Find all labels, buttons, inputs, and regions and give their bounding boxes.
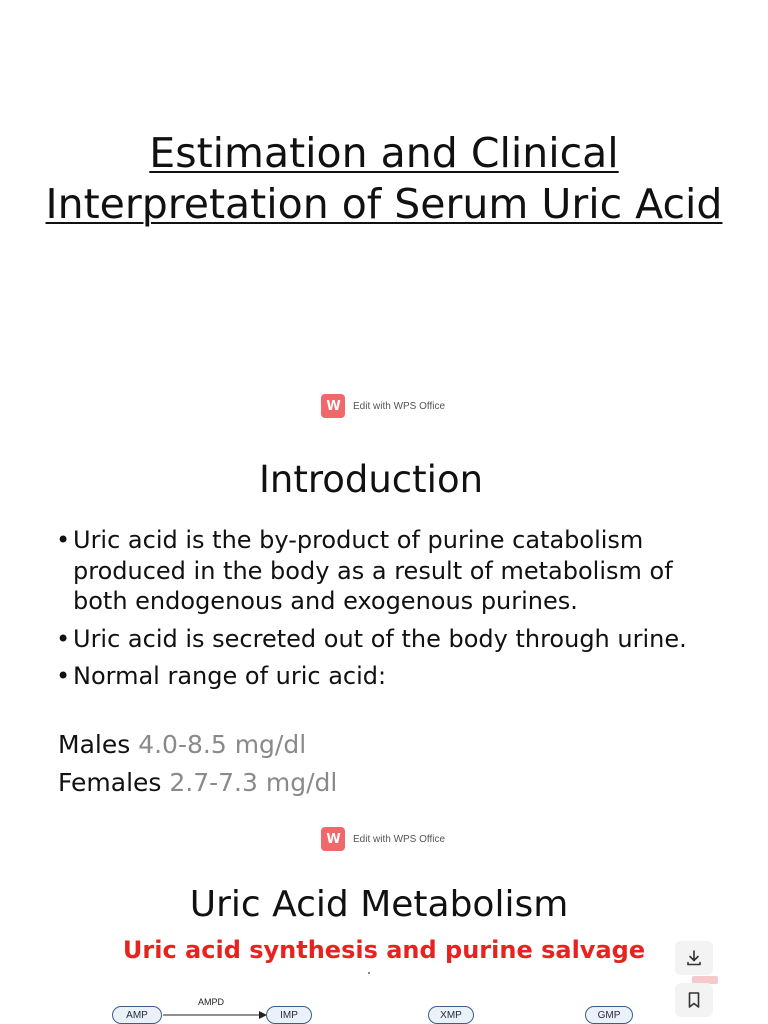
diagram-node-xmp: XMP	[428, 1006, 474, 1024]
range-females	[58, 768, 337, 797]
wps-watermark[interactable]	[321, 827, 445, 851]
diagram-dot	[368, 972, 370, 974]
wps-logo-icon: W	[321, 827, 345, 851]
section-heading-introduction: Introduction	[258, 458, 484, 501]
bullet-item	[56, 624, 696, 655]
range-value: 4.0-8.5 mg/dl	[138, 730, 307, 759]
slide-title: Estimation and Clinical Interpretation of Serum Uric Acid	[45, 129, 723, 228]
diagram-node-gmp: GMP	[585, 1006, 633, 1024]
bullet-text: Normal range of uric acid:	[73, 662, 387, 690]
diagram-node-amp: AMP	[112, 1006, 162, 1024]
bullet-item	[56, 525, 696, 617]
wps-watermark-label: Edit with WPS Office	[353, 400, 446, 412]
diagram-subtitle: Uric acid synthesis and purine salvage	[122, 936, 646, 964]
bookmark-icon	[686, 991, 702, 1009]
bullet-text: Uric acid is secreted out of the body through urine.	[73, 624, 687, 653]
range-males	[58, 730, 306, 759]
section-heading-metabolism: Uric Acid Metabolism	[189, 884, 569, 925]
bullet-item	[56, 661, 696, 692]
bookmark-button[interactable]	[675, 983, 713, 1017]
download-button[interactable]	[675, 941, 713, 975]
diagram-edge-label: AMPD	[198, 997, 225, 1007]
bullet-dot: •	[56, 662, 71, 690]
diagram-arrow	[163, 1008, 267, 1022]
metabolism-diagram	[0, 996, 768, 1024]
range-label: Males	[58, 730, 131, 759]
range-value: 2.7-7.3 mg/dl	[169, 768, 338, 797]
wps-logo-icon: W	[321, 394, 345, 418]
bullet-text: Uric acid is the by-product of purine catabolism produced in the body as a result of metabolism of both endogenous and exogenous purines.	[73, 526, 673, 615]
bullet-dot: •	[56, 526, 71, 554]
range-label: Females	[58, 768, 162, 797]
wps-watermark-label: Edit with WPS Office	[353, 833, 446, 845]
wps-watermark[interactable]	[321, 394, 445, 418]
diagram-node-imp: IMP	[266, 1006, 312, 1024]
bullet-list	[56, 525, 696, 699]
download-icon	[685, 949, 703, 967]
bullet-dot: •	[56, 624, 71, 653]
